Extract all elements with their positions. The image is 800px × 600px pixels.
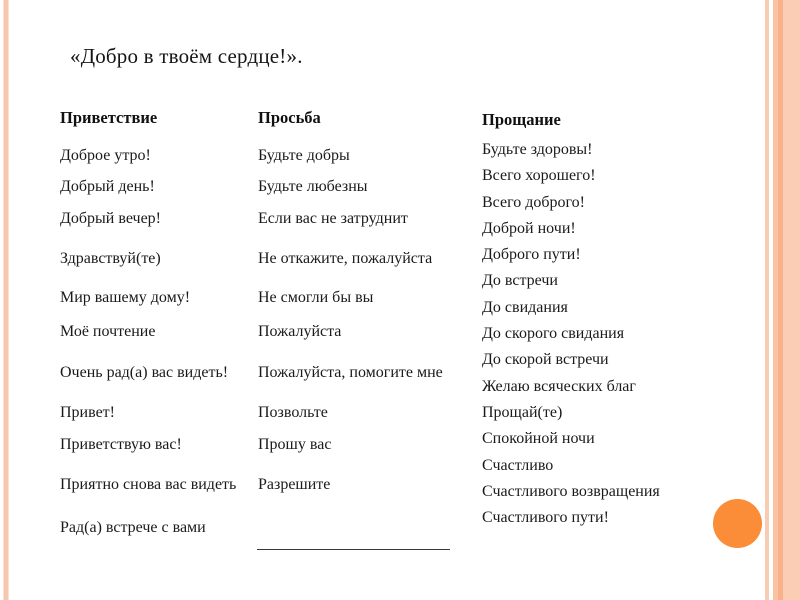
farewell-item: До свидания (482, 298, 568, 316)
greeting-cell: Рад(а) встрече с вами (60, 519, 206, 536)
farewell-item: До встречи (482, 272, 558, 290)
table-row (60, 202, 482, 236)
greeting-cell: Мир вашему дому! (60, 289, 191, 306)
farewell-column-header: Прощание (482, 110, 561, 129)
farewell-item: До скорой встречи (482, 351, 609, 369)
request-cell (258, 510, 482, 546)
request-cell: Позвольте (258, 404, 328, 421)
table-row (60, 510, 482, 546)
right-thin-stripe (765, 0, 769, 600)
farewell-list (482, 137, 674, 531)
table-row (60, 282, 482, 314)
request-column-header: Просьба (258, 108, 321, 127)
farewell-item: Счастливо (482, 456, 554, 474)
table-row (60, 172, 482, 202)
farewell-item: До скорого свидания (482, 325, 625, 343)
request-cell: Будьте любезны (258, 178, 368, 195)
farewell-item: Доброй ночи! (482, 219, 576, 237)
left-border-stripe (3, 0, 9, 600)
table-body (60, 140, 482, 546)
farewell-item: Прощай(те) (482, 403, 563, 421)
table-header-row (60, 108, 482, 140)
greeting-cell: Добрый вечер! (60, 210, 162, 227)
greeting-cell: Добрый день! (60, 178, 155, 195)
greeting-cell: Приветствую вас! (60, 436, 182, 453)
greeting-cell: Приятно снова вас видеть (60, 476, 237, 493)
greeting-cell: Здравствуй(те) (60, 250, 161, 267)
request-cell: Прошу вас (258, 436, 332, 453)
right-border-band (773, 0, 800, 600)
table-row (60, 314, 482, 350)
request-cell: Не откажите, пожалуйста (258, 250, 433, 267)
farewell-item: Будьте здоровы! (482, 141, 593, 158)
farewell-item: Всего хорошего! (482, 167, 596, 185)
decorative-circle (713, 499, 762, 548)
request-cell: Пожалуйста (258, 323, 342, 340)
request-cell: Пожалуйста, помогите мне (258, 364, 443, 381)
table-row (60, 236, 482, 282)
farewell-item: Счастливого пути! (482, 509, 609, 527)
greeting-cell: Очень рад(а) вас видеть! (60, 364, 229, 381)
farewell-column (482, 106, 674, 531)
table-row (60, 350, 482, 396)
farewell-item: Желаю всяческих благ (482, 377, 636, 395)
table-row (60, 396, 482, 430)
greeting-request-table (60, 108, 482, 546)
slide-title: «Добро в твоём сердце!». (70, 44, 303, 68)
greeting-cell: Привет! (60, 404, 115, 421)
blank-underline (257, 549, 450, 550)
farewell-item: Счастливого возвращения (482, 482, 660, 500)
table-row (60, 430, 482, 460)
farewell-item: Доброго пути! (482, 246, 581, 264)
request-cell: Не смогли бы вы (258, 289, 374, 306)
request-cell: Будьте добры (258, 147, 350, 164)
table-row (60, 140, 482, 172)
greeting-cell: Доброе утро! (60, 147, 151, 164)
greeting-cell: Моё почтение (60, 323, 156, 340)
request-cell: Если вас не затруднит (258, 210, 408, 227)
farewell-item: Всего доброго! (482, 193, 586, 211)
request-cell: Разрешите (258, 476, 331, 493)
table-row (60, 460, 482, 510)
farewell-item: Спокойной ночи (482, 430, 595, 448)
greeting-column-header: Приветствие (60, 108, 158, 127)
